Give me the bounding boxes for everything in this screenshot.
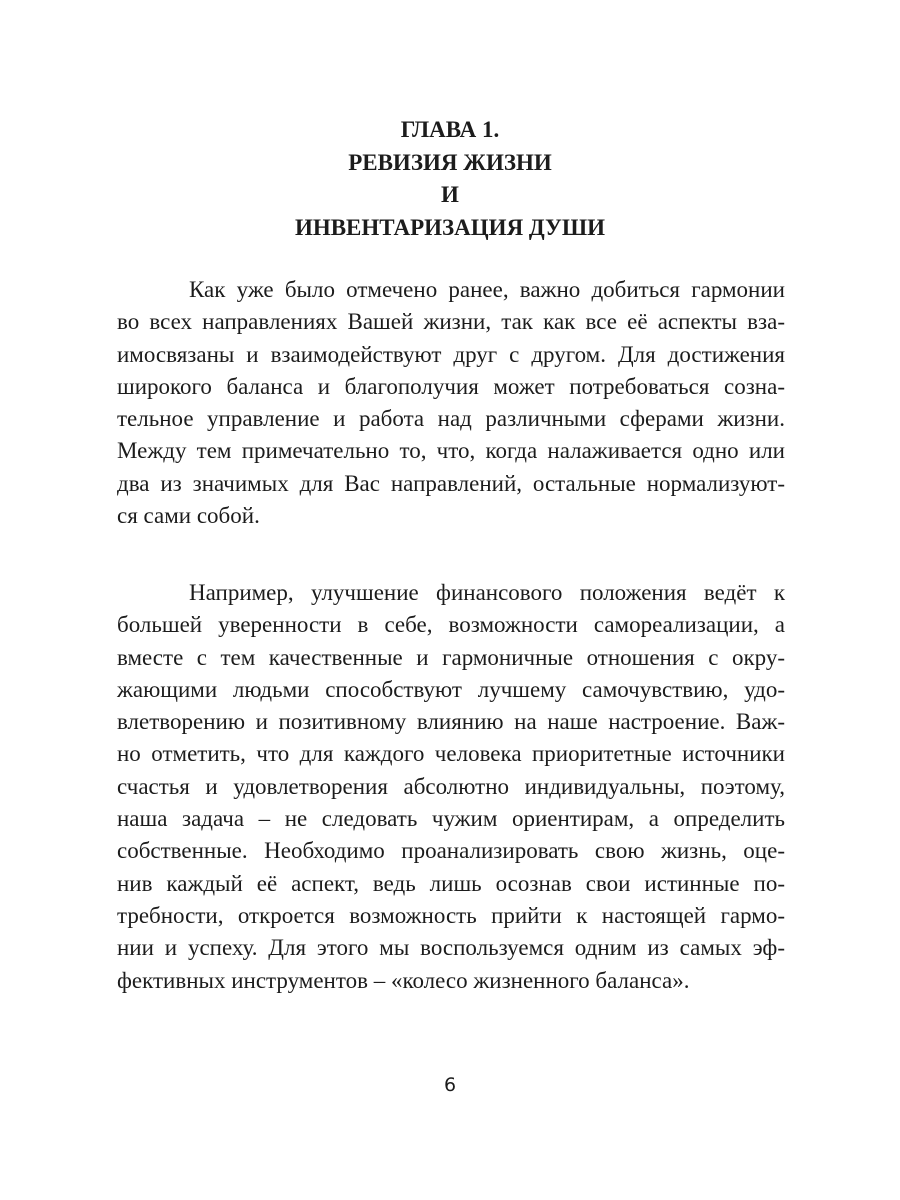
text-line: фективных инструментов – «колесо жизненного баланса». (117, 967, 690, 993)
text-line: два из значимых для Вас направлений, остальные нормализуют- (117, 470, 785, 496)
text-line: вместе с тем качественные и гармоничные отношения с окру- (117, 644, 785, 670)
text-line: но отметить, что для каждого человека приоритетные источники (117, 741, 785, 767)
chapter-title-line: И (441, 182, 459, 207)
text-line: собственные. Необходимо проанализировать свою жизнь, оце- (117, 838, 785, 864)
page-number: 6 (443, 1074, 457, 1096)
paragraph-2 (117, 577, 785, 997)
text-line: нии и успеху. Для этого мы воспользуемся одним из самых эф- (117, 935, 785, 961)
text-line: широкого баланса и благополучия может потребоваться созна- (117, 373, 785, 399)
text-line: нив каждый её аспект, ведь лишь осознав свои истинные по- (117, 870, 785, 896)
chapter-number: ГЛАВА 1. (400, 117, 500, 142)
text-line: Например, улучшение финансового положения ведёт к (189, 580, 785, 605)
text-line: ся сами собой. (117, 503, 260, 529)
text-line: жающими людьми способствуют лучшему самочувствию, удо- (117, 676, 785, 702)
chapter-title-line: ИНВЕНТАРИЗАЦИЯ ДУШИ (294, 214, 606, 240)
text-line: счастья и удовлетворения абсолютно индивидуальны, поэтому, (117, 773, 785, 799)
paragraph-1 (117, 274, 785, 532)
chapter-title-line: РЕВИЗИЯ ЖИЗНИ (348, 149, 552, 175)
text-line: большей уверенности в себе, возможности самореализации, а (117, 612, 785, 638)
text-line: Между тем примечательно то, что, когда налаживается одно или (117, 438, 785, 464)
text-line: имосвязаны и взаимодействуют друг с другом. Для достижения (117, 341, 785, 367)
text-line: влетворению и позитивному влиянию на наше настроение. Важ- (117, 709, 785, 735)
text-line: во всех направлениях Вашей жизни, так как все её аспекты вза- (117, 309, 785, 335)
text-line: требности, откроется возможность прийти к настоящей гармо- (117, 902, 785, 928)
text-line: тельное управление и работа над различными сферами жизни. (117, 406, 785, 432)
chapter-heading (0, 114, 900, 244)
text-line: Как уже было отмечено ранее, важно добиться гармонии (189, 277, 785, 302)
text-line: наша задача – не следовать чужим ориентирам, а определить (117, 806, 785, 832)
